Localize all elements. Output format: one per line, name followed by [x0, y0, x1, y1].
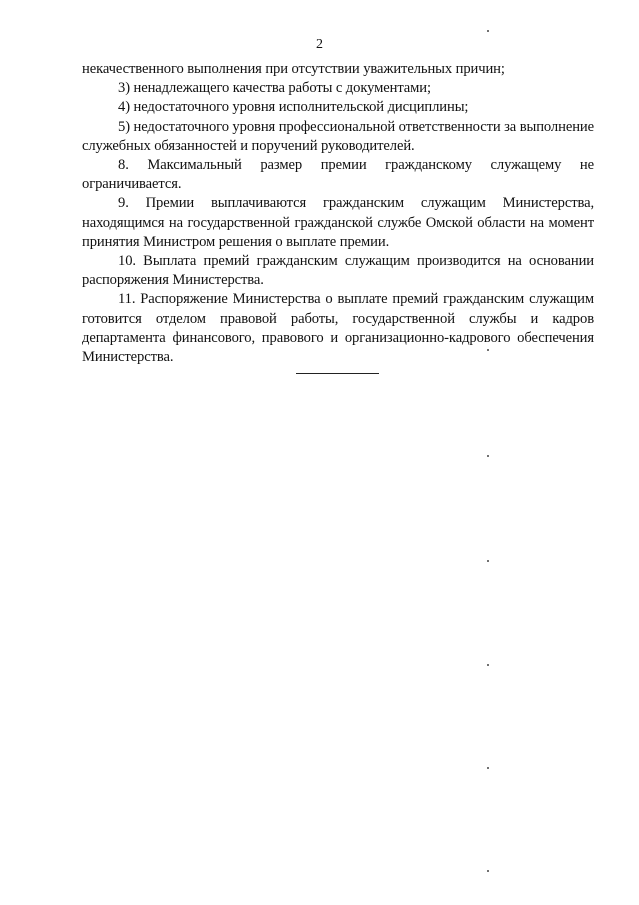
- scan-artifact-dot: [487, 349, 489, 351]
- end-separator-line: [296, 373, 379, 374]
- scan-artifact-dot: [487, 767, 489, 769]
- page-number: 2: [316, 37, 323, 52]
- scan-artifact-dot: [487, 870, 489, 872]
- paragraph-item-4: 4) недостаточного уровня исполнительской дисциплины;: [118, 99, 469, 116]
- paragraph-clause-11: 11. Распоряжение Министерства о выплате премий гражданским служащим готовится отделом правовой работы, государственной службы и кадров департамента финансового, правового и организационно-кадрового обеспечения Министерства.: [82, 291, 594, 366]
- paragraph-clause-9: 9. Премии выплачиваются гражданским служащим Министерства, находящимся на государственной гражданской службе Омской области на момент принятия Министром решения о выплате премии.: [82, 195, 594, 250]
- paragraph-item-5: 5) недостаточного уровня профессиональной ответственности за выполнение служебных обязанностей и поручений руководителей.: [82, 118, 594, 154]
- paragraph-clause-10: 10. Выплата премий гражданским служащим производится на основании распоряжения Министерства.: [82, 253, 594, 289]
- scan-artifact-dot: [487, 30, 489, 32]
- paragraph-clause-8: 8. Максимальный размер премии гражданскому служащему не ограничивается.: [82, 157, 594, 193]
- scan-artifact-dot: [487, 560, 489, 562]
- paragraph-item-3: 3) ненадлежащего качества работы с документами;: [118, 80, 431, 97]
- scan-artifact-dot: [487, 664, 489, 666]
- scan-artifact-dot: [487, 455, 489, 457]
- document-body: [82, 60, 594, 367]
- paragraph-continuation: некачественного выполнения при отсутствии уважительных причин;: [82, 61, 505, 77]
